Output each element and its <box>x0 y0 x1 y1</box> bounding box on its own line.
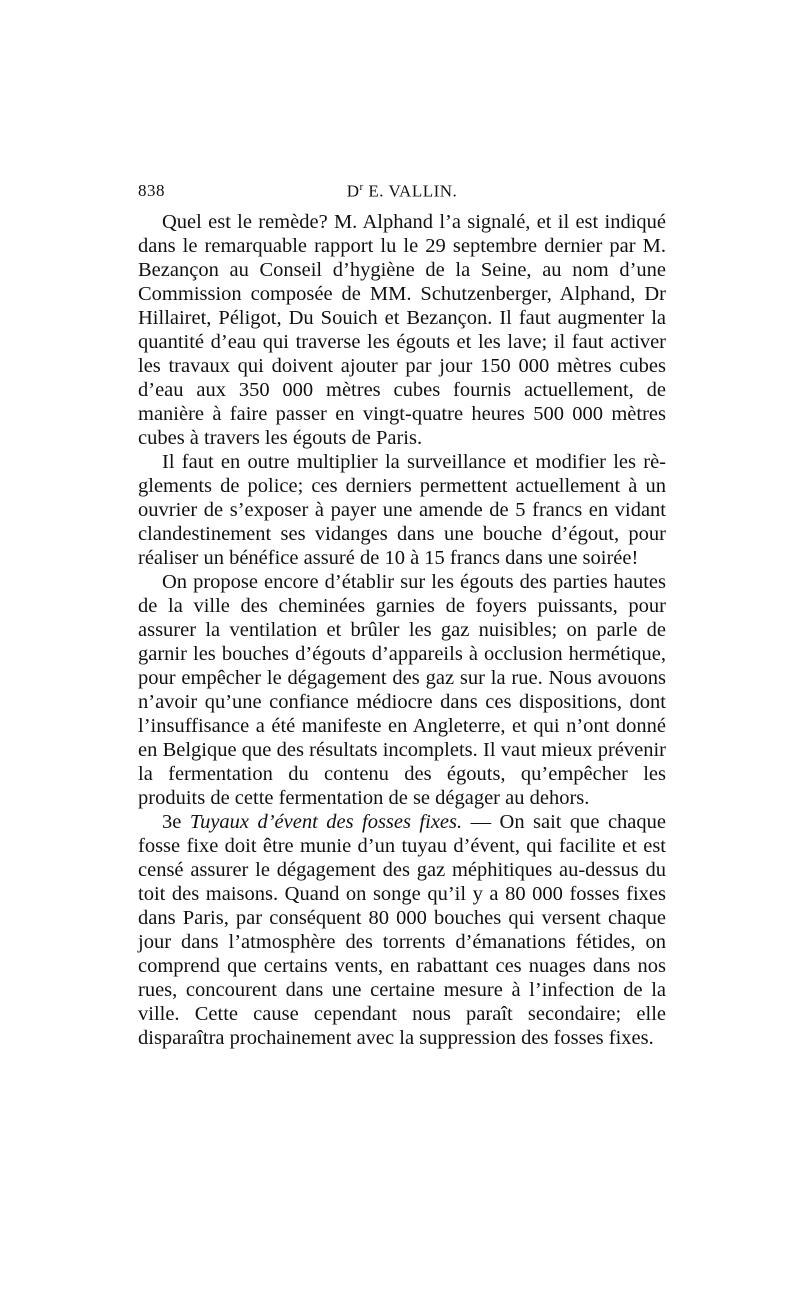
author-prefix: D <box>346 181 360 201</box>
paragraph-surveillance: Il faut en outre multiplier la surveillance et modifier les règlements de police; ces derniers permettent actuellement à un ouvrier de s’exposer à payer une amende de 5 francs en vidant clandestinement ses vidanges dans une bouche d’égout, pour réaliser un bénéfice assuré de 10 à 15 francs dans une soirée! <box>138 451 666 569</box>
body-text <box>138 210 666 1050</box>
author-prefix-superscript: r <box>359 181 364 193</box>
running-head <box>138 181 666 205</box>
author-heading <box>138 181 666 202</box>
paragraph-ventilation: On propose encore d’établir sur les égouts des parties hautes de la ville des cheminées garnies de foyers puissants, pour assurer la ventilation et brûler les gaz nuisibles; on parle de garnir les bouches d’égouts d’appareils à occlusion hermétique, pour empêcher le dégagement des gaz sur la rue. Nous avouons n’avoir qu’une confiance médiocre dans ces dispositions, dont l’insuffisance a été manifeste en Angleterre, et qui n’ont donné en Belgique que des résultats incomplets. Il vaut mieux prévenir la fermentation du contenu des égouts, qu’empêcher les produits de cette fermentation de se dégager au dehors. <box>138 571 666 809</box>
section-text: — On sait que chaque fosse fixe doit être munie d’un tuyau d’évent, qui facilite et est censé assurer le dégagement des gaz méphitiques au-dessus du toit des maisons. Quand on songe qu’il y a 80 000 fosses fixes dans Paris, par conséquent 80 000 bouches qui versent chaque jour dans l’atmosphère des torrents d’émanations fétides, on comprend que certains vents, en rabattant ces nuages dans nos rues, concourent dans une certaine mesure à l’infection de la ville. Cette cause cependant nous paraît secondaire; elle disparaîtra prochainement avec la suppression des fosses fixes. <box>138 811 667 1049</box>
page-number: 838 <box>138 181 165 200</box>
section-number: 3e <box>162 811 182 833</box>
paragraph-remedy: Quel est le remède? M. Alphand l’a signalé, et il est indiqué dans le remarquable rapport lu le 29 septembre dernier par M. Bezançon au Conseil d’hygiène de la Seine, au nom d’une Commission composée de MM. Schutzenberger, Alphand, Dr Hillairet, Péligot, Du Souich et Bezançon. Il faut augmenter la quantité d’eau qui traverse les égouts et les lave; il faut activer les travaux qui doivent ajouter par jour 150 000 mètres cubes d’eau aux 350 000 mètres cubes fournis actuellement, de manière à faire passer en vingt-quatre heures 500 000 mètres cubes à travers les égouts de Paris. <box>138 211 666 449</box>
author-name: E. VALLIN. <box>363 181 458 201</box>
paragraph-section-3 <box>138 810 666 1050</box>
section-title: Tuyaux d’évent des fosses fixes. <box>189 811 463 833</box>
